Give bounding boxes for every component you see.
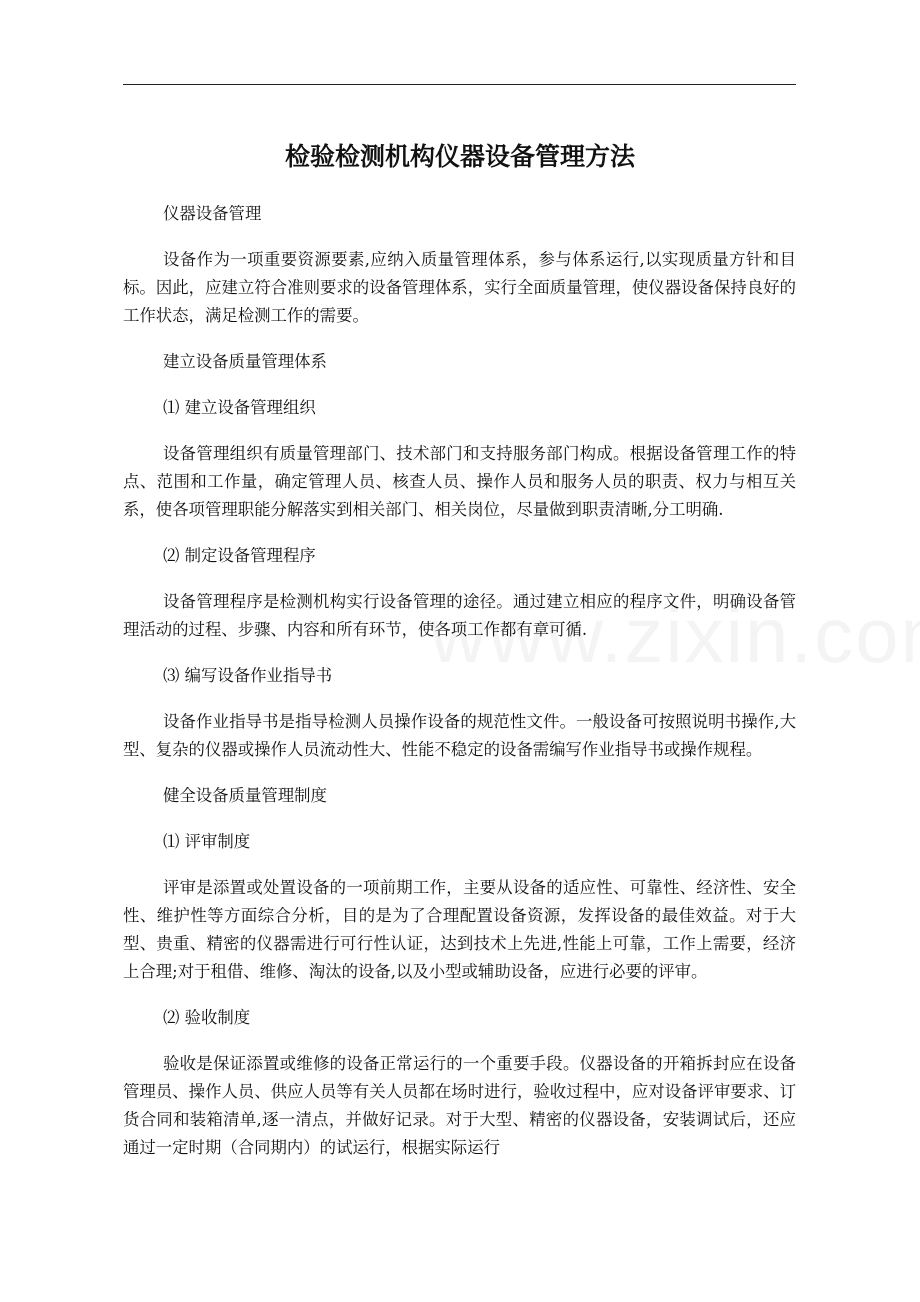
subheading-organization: ⑴ 建立设备管理组织 bbox=[163, 398, 316, 417]
subheading-review: ⑴ 评审制度 bbox=[163, 832, 251, 851]
section-heading-quality-rules: 健全设备质量管理制度 bbox=[163, 786, 327, 805]
header-rule bbox=[123, 84, 796, 85]
paragraph-procedures: 设备管理程序是检测机构实行设备管理的途径。通过建立相应的程序文件，明确设备管理活动的过程、步骤、内容和所有环节，使各项工作都有章可循. bbox=[123, 592, 796, 639]
paragraph-work-instructions: 设备作业指导书是指导检测人员操作设备的规范性文件。一般设备可按照说明书操作,大型、复杂的仪器或操作人员流动性大、性能不稳定的设备需编写作业指导书或操作规程。 bbox=[123, 712, 796, 759]
document-title: 检验检测机构仪器设备管理方法 bbox=[284, 142, 635, 171]
subheading-work-instructions: ⑶ 编写设备作业指导书 bbox=[163, 666, 333, 685]
document-body bbox=[123, 200, 796, 1162]
subheading-acceptance: ⑵ 验收制度 bbox=[163, 1008, 251, 1027]
section-heading-equipment-management: 仪器设备管理 bbox=[163, 204, 262, 223]
section-heading-quality-system: 建立设备质量管理体系 bbox=[163, 352, 327, 371]
subheading-procedures: ⑵ 制定设备管理程序 bbox=[163, 546, 316, 565]
paragraph-acceptance: 验收是保证添置或维修的设备正常运行的一个重要手段。仪器设备的开箱拆封应在设备管理员、操作人员、供应人员等有关人员都在场时进行，验收过程中，应对设备评审要求、订货合同和装箱清单,逐一清点，并做好记录。对于大型、精密的仪器设备，安装调试后，还应通过一定时期（合同期内）的试运行，根据实际运行 bbox=[123, 1054, 796, 1157]
paragraph-organization: 设备管理组织有质量管理部门、技术部门和支持服务部门构成。根据设备管理工作的特点、范围和工作量，确定管理人员、核查人员、操作人员和服务人员的职责、权力与相互关系，使各项管理职能分解落实到相关部门、相关岗位，尽量做到职责清晰,分工明确. bbox=[123, 444, 796, 519]
paragraph-intro: 设备作为一项重要资源要素,应纳入质量管理体系，参与体系运行,以实现质量方针和目标。因此，应建立符合准则要求的设备管理体系，实行全面质量管理，使仪器设备保持良好的工作状态，满足检测工作的需要。 bbox=[123, 250, 796, 325]
paragraph-review: 评审是添置或处置设备的一项前期工作，主要从设备的适应性、可靠性、经济性、安全性、维护性等方面综合分析，目的是为了合理配置设备资源，发挥设备的最佳效益。对于大型、贵重、精密的仪器需进行可行性认证，达到技术上先进,性能上可靠，工作上需要，经济上合理;对于租借、维修、淘汰的设备,以及小型或辅助设备，应进行必要的评审。 bbox=[123, 878, 796, 981]
